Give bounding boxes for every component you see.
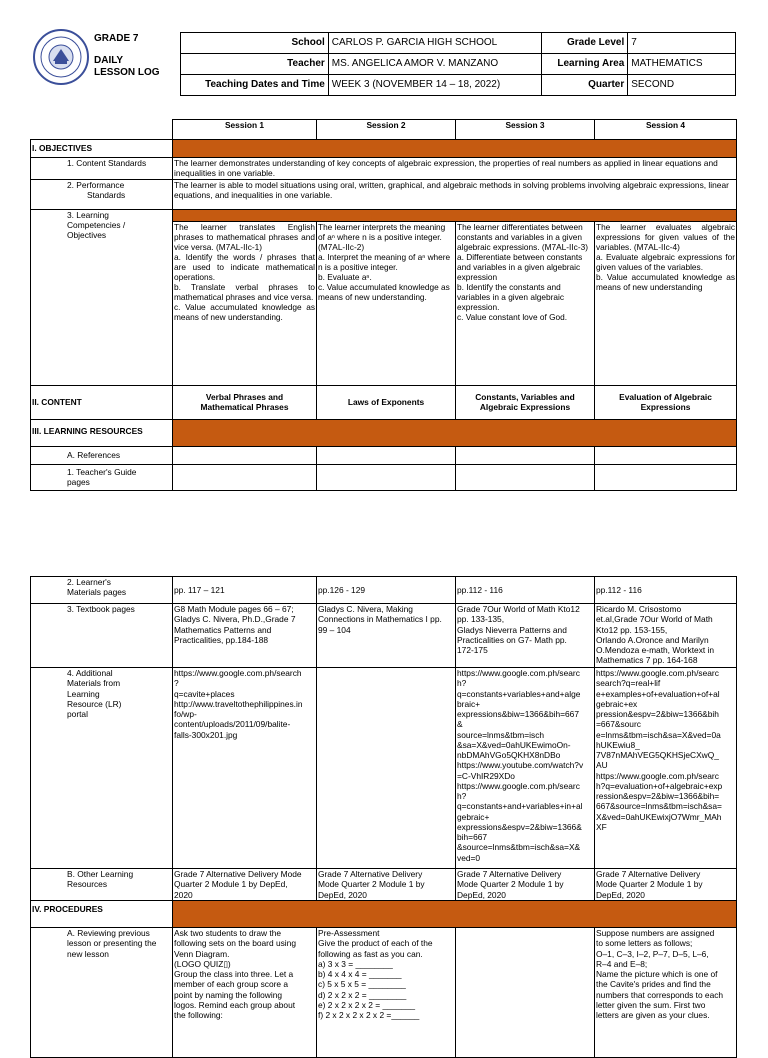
olr-session-3: Grade 7 Alternative Delivery Mode Quarter 2 Module 1 by DepEd, 2020 (456, 869, 595, 901)
resources-orange-band (173, 419, 737, 446)
dates-label: Teaching Dates and Time (181, 75, 329, 96)
content-session-2: Laws of Exponents (317, 385, 456, 419)
teacher-value: MS. ANGELICA AMOR V. MANZANO (328, 54, 542, 75)
content-session-3: Constants, Variables and Algebraic Expressions (456, 385, 595, 419)
am-session-1: https://www.google.com.ph/search ? q=cavite+places http://www.traveltothephilippines.in fo/wp- content/uploads/2011/09/balite- falls-300x201.jpg (173, 668, 317, 869)
textbook-pages-label: 3. Textbook pages (31, 604, 173, 668)
session-3-header: Session 3 (456, 120, 595, 140)
teacher-label: Teacher (181, 54, 329, 75)
references-s1 (173, 446, 317, 464)
grade-level-value: 7 (628, 33, 736, 54)
other-resources-label: B. Other Learning Resources (31, 869, 173, 901)
olr-session-1: Grade 7 Alternative Delivery Mode Quarter 2 Module 1 by DepEd, 2020 (173, 869, 317, 901)
tb-session-1: G8 Math Module pages 66 – 67; Gladys C. Nivera, Ph.D.,Grade 7 Mathematics Patterns and Practicalities, pp.184-188 (173, 604, 317, 668)
lm-session-3: pp.112 - 116 (456, 577, 595, 604)
tb-session-4: Ricardo M. Crisostomo et.al,Grade 7Our World of Math Kto12 pp. 153-155, Orlando A.Oronce and Marilyn O.Mendoza e-math, Worktext in Mathematics 7 pp. 164-168 (595, 604, 737, 668)
olr-session-2: Grade 7 Alternative Delivery Mode Quarter 2 Module 1 by DepEd, 2020 (317, 869, 456, 901)
procedure-a-session-2: Pre-Assessment Give the product of each of the following as fast as you can. a) 3 x 3 = ________ b) 4 x 4 x 4 = _______ c) 5 x 5 x 5 = ________ d) 2 x 2 x 2 = ________ e) 2 x 2 x 2 x 2 = _______ f) 2 x 2 x 2 x 2 x 2 =______ (317, 928, 456, 1058)
corner-cell (31, 120, 173, 140)
olr-session-4: Grade 7 Alternative Delivery Mode Quarter 2 Module 1 by DepEd, 2020 (595, 869, 737, 901)
performance-label-line-1: 2. Performance (67, 179, 125, 190)
lm-session-2: pp.126 - 129 (317, 577, 456, 604)
content-session-1: Verbal Phrases and Mathematical Phrases (173, 385, 317, 419)
deped-seal-logo (33, 27, 90, 91)
header-info-table (180, 32, 736, 96)
competency-session-2: The learner interprets the meaning of aⁿ where n is a positive integer. (M7AL-IIc-2) a. Interpret the meaning of aⁿ where n is a positive integer. b. Evaluate aⁿ. c. Value accumulated knowledge as means of new understanding. (317, 221, 456, 385)
tg-s4 (595, 464, 737, 490)
procedures-heading: IV. PROCEDURES (31, 901, 173, 928)
references-label: A. References (31, 446, 173, 464)
quarter-value: SECOND (628, 75, 736, 96)
am-session-3: https://www.google.com.ph/searc h? q=constants+variables+and+alge braic+ expressions&biw=1366&bih=667 & source=lnms&tbm=isch &sa=X&ved=0ahUKEwimoOn- nbDMAhVGo5QKHX8nDBo https://www.youtube.com/watch?v =C-VhIR29XDo https://www.google.com.ph/searc h? q=constants+and+variables+in+al gebraic+ expressions&espv=2&biw=1366& bih=667 &source=lnms&tbm=isch&sa=X& ved=0 (456, 668, 595, 869)
session-2-header: Session 2 (317, 120, 456, 140)
school-label: School (181, 33, 329, 54)
grade-title: GRADE 7 (94, 33, 139, 44)
references-s3 (456, 446, 595, 464)
content-standards-label: 1. Content Standards (31, 158, 173, 180)
tb-session-2: Gladys C. Nivera, Making Connections in Mathematics I pp. 99 – 104 (317, 604, 456, 668)
learning-resources-heading: III. LEARNING RESOURCES (31, 419, 173, 446)
learning-area-label: Learning Area (542, 54, 628, 75)
performance-standards-label (31, 179, 173, 209)
references-s4 (595, 446, 737, 464)
learners-materials-label: 2. Learner's Materials pages (31, 577, 173, 604)
teachers-guide-label: 1. Teacher's Guide pages (31, 464, 173, 490)
reviewing-lesson-label: A. Reviewing previous lesson or presenting the new lesson (31, 928, 173, 1058)
performance-label-line-2: Standards (87, 189, 126, 200)
tg-s1 (173, 464, 317, 490)
procedure-a-session-1: Ask two students to draw the following sets on the board using Venn Diagram. (LOGO QUIZ▯) Group the class into three. Let a member of each group score a point by naming the following logos. Remind each group about the following: (173, 928, 317, 1058)
lm-session-4: pp.112 - 116 (595, 577, 737, 604)
lesson-grid-page-1 (30, 119, 737, 491)
learning-area-value: MATHEMATICS (628, 54, 736, 75)
objectives-heading: I. OBJECTIVES (31, 140, 173, 158)
quarter-label: Quarter (542, 75, 628, 96)
procedure-a-session-4: Suppose numbers are assigned to some letters as follows; O–1, C–3, I–2, P–7, D–5, L–6, R–4 and E–8; Name the picture which is one of the Cavite's prides and find the numbers that corresponds to each letter given the sum. First two letters are given as your clues. (595, 928, 737, 1058)
competency-session-4: The learner evaluates algebraic expressions for given values of the variables. (M7AL-IIc-4) a. Evaluate algebraic expressions for given values of the variables. b. Value accumulated knowledge as means of new understanding (595, 221, 737, 385)
school-value: CARLOS P. GARCIA HIGH SCHOOL (328, 33, 542, 54)
lesson-log-title: LESSON LOG (94, 67, 160, 78)
procedures-orange-band (173, 901, 737, 928)
competency-session-3: The learner differentiates between constants and variables in a given algebraic expressions. (M7AL-IIc-3) a. Differentiate between constants and variables in a given algebraic expression b. Identify the constants and variables in a given algebraic expression. c. Value constant love of God. (456, 221, 595, 385)
performance-standards-text: The learner is able to model situations using oral, written, graphical, and algebraic methods in solving problems involving algebraic expressions, linear equations, and inequalities in one variable. (173, 179, 737, 209)
content-session-4: Evaluation of Algebraic Expressions (595, 385, 737, 419)
lesson-grid-page-2 (30, 576, 737, 1058)
am-session-4: https://www.google.com.ph/searc search?q=real+lif e+examples+of+evaluation+of+al gebraic+ex pression&espv=2&biw=1366&bih =667&sourc e=lnms&tbm=isch&sa=X&ved=0a hUKEwiu8_ 7V87nMAhVEG5QKHSjeCXwQ_ AU https://www.google.com.ph/searc h?q=evaluation+of+algebraic+exp ression&espv=2&biw=1366&bih= 667&source=lnms&tbm=isch&sa= X&ved=0ahUKEwixjO7Wmr_MAh XF (595, 668, 737, 869)
daily-title: DAILY (94, 55, 124, 66)
content-standards-text: The learner demonstrates understanding of key concepts of algebraic expression, the properties of real numbers as applied in linear equations and inequalities in one variable. (173, 158, 737, 180)
additional-materials-label: 4. Additional Materials from Learning Resource (LR) portal (31, 668, 173, 869)
references-s2 (317, 446, 456, 464)
am-session-2 (317, 668, 456, 869)
objectives-orange-band (173, 140, 737, 158)
competency-session-1: The learner translates English phrases to mathematical phrases and vice versa. (M7AL-IIc-1) a. Identify the words / phrases that are used to indicate mathematical operations. b. Translate verbal phrases to mathematical phrases and vice versa. c. Value accumulated knowledge as means of new understanding. (173, 221, 317, 385)
dates-value: WEEK 3 (NOVEMBER 14 – 18, 2022) (328, 75, 542, 96)
procedure-a-session-3 (456, 928, 595, 1058)
competencies-orange-band (173, 209, 737, 221)
tg-s2 (317, 464, 456, 490)
grade-level-label: Grade Level (542, 33, 628, 54)
tg-s3 (456, 464, 595, 490)
tb-session-3: Grade 7Our World of Math Kto12 pp. 133-135, Gladys Nieverra Patterns and Practicalities on G7- Math pp. 172-175 (456, 604, 595, 668)
session-1-header: Session 1 (173, 120, 317, 140)
session-4-header: Session 4 (595, 120, 737, 140)
lm-session-1: pp. 117 – 121 (173, 577, 317, 604)
content-heading: II. CONTENT (31, 385, 173, 419)
competencies-label: 3. Learning Competencies / Objectives (31, 209, 173, 385)
